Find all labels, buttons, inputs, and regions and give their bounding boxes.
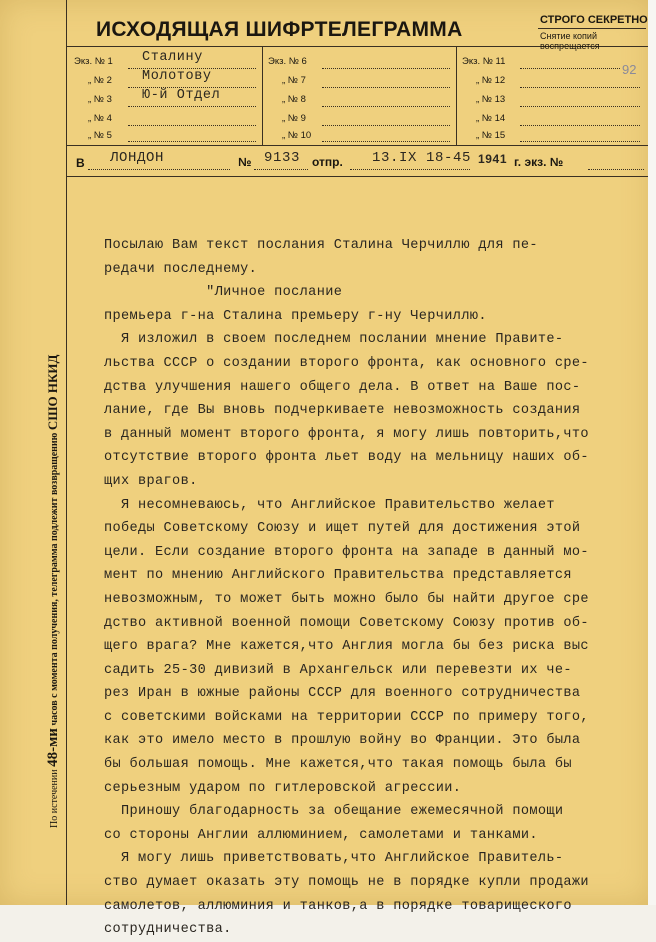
copies-divider-2 <box>456 46 457 145</box>
dispatch-bottom-rule <box>66 176 648 177</box>
sent-value: 13.IX 18-45 <box>372 150 472 166</box>
copy-line <box>322 87 450 88</box>
copy-label: Экз. № 6 <box>268 56 307 67</box>
copy-recipient: Молотову <box>142 69 212 84</box>
copy-line <box>520 125 640 126</box>
copy-label: „ № 7 <box>282 75 306 86</box>
copy-label: Экз. № 11 <box>462 56 506 67</box>
secret-underline <box>538 28 646 29</box>
copy-line <box>128 106 256 107</box>
page-number: 92 <box>622 62 637 77</box>
copy-label: „ № 8 <box>282 94 306 105</box>
message-body: Посылаю Вам текст послания Сталина Черчиллю для пе- редачи последнему. "Личное послание премьера г-на Сталина премьеру г-ну Черчиллю. Я изложил в своем последнем послании мнение Правите- льства СССР о создании второго фронта, как основного сре- дства улучшения нашего общего дела. В ответ на Ваше пос- лание, где Вы вновь подчеркиваете невозможность создания в данный момент второго фронта, я могу лишь повторить,что отсутствие второго фронта льет воду на мельницу наших об- щих врагов. Я несомневаюсь, что Английское Правительство желает победы Советскому Союзу и ищет путей для достижения этой цели. Если создание второго фронта на западе в данный мо- мент по мнению Английского Правительства представляется невозможным, то может быть можно было бы найти другое сре дство активной военной помощи Советскому Союзу против об- щего врага? Мне кажется,что Англия могла бы без риска выс садить 25-30 дивизий в Архангельск или перевезти их че- рез Иран в южные районы СССР для военного сотрудничества с советскими войсками на территории СССР по примеру того, как это имело место в прошлую войну во Франции. Это была бы большая помощь. Мне кажется,что такая помощь была бы серьезным ударом по гитлеровской агрессии. Приношу благодарность за обещание ежемесячной помощи со стороны Англии аллюминием, самолетами и танками. Я могу лишь приветствовать,что Английское Правитель- ство думает оказать эту помощь не в порядке купли продажи самолетов, аллюминия и танков,а в порядке товарищеского сотрудничества. <box>104 238 589 938</box>
copy-number-line <box>588 169 644 170</box>
copy-line <box>520 87 640 88</box>
copy-label: „ № 15 <box>476 130 506 141</box>
number-label: № <box>238 155 252 169</box>
copy-line <box>322 68 450 69</box>
copy-line <box>128 141 256 142</box>
secret-stamp: СТРОГО СЕКРЕТНО <box>540 14 648 26</box>
destination-value: ЛОНДОН <box>110 150 165 166</box>
copy-label: Экз. № 1 <box>74 56 113 67</box>
destination-line <box>88 169 230 170</box>
copy-label: „ № 9 <box>282 113 306 124</box>
copy-line <box>322 141 450 142</box>
page-edge <box>648 0 656 905</box>
copy-label: „ № 4 <box>88 113 112 124</box>
document-title: ИСХОДЯЩАЯ ШИФРТЕЛЕГРАММА <box>96 18 463 41</box>
copy-line <box>322 106 450 107</box>
return-notice: По истечении 48-ми часов с момента получения, телеграмма подлежит возвращению СШО НКИД <box>45 354 61 828</box>
year-value: 1941 <box>478 152 508 166</box>
copy-recipient: Ю-й Отдел <box>142 88 221 103</box>
no-copy-notice: Снятие копий воспрещается <box>540 31 600 51</box>
copy-label: „ № 5 <box>88 130 112 141</box>
copy-line <box>520 68 620 69</box>
copy-label: „ № 12 <box>476 75 506 86</box>
copy-label: „ № 3 <box>88 94 112 105</box>
number-line <box>254 169 308 170</box>
copy-label: „ № 14 <box>476 113 506 124</box>
header-bottom-rule <box>66 145 648 146</box>
number-value: 9133 <box>264 150 301 166</box>
year-suffix: г. экз. № <box>514 155 564 169</box>
sent-label: отпр. <box>312 155 343 169</box>
copy-line <box>322 125 450 126</box>
destination-label: В <box>76 156 85 170</box>
copy-line <box>520 141 640 142</box>
copy-label: „ № 2 <box>88 75 112 86</box>
left-margin-rule <box>66 0 67 905</box>
copy-label: „ № 13 <box>476 94 506 105</box>
copy-label: „ № 10 <box>282 130 312 141</box>
copies-divider-1 <box>262 46 263 145</box>
copy-line <box>520 106 640 107</box>
sent-line <box>350 169 470 170</box>
copy-line <box>128 125 256 126</box>
copy-recipient: Сталину <box>142 50 203 65</box>
